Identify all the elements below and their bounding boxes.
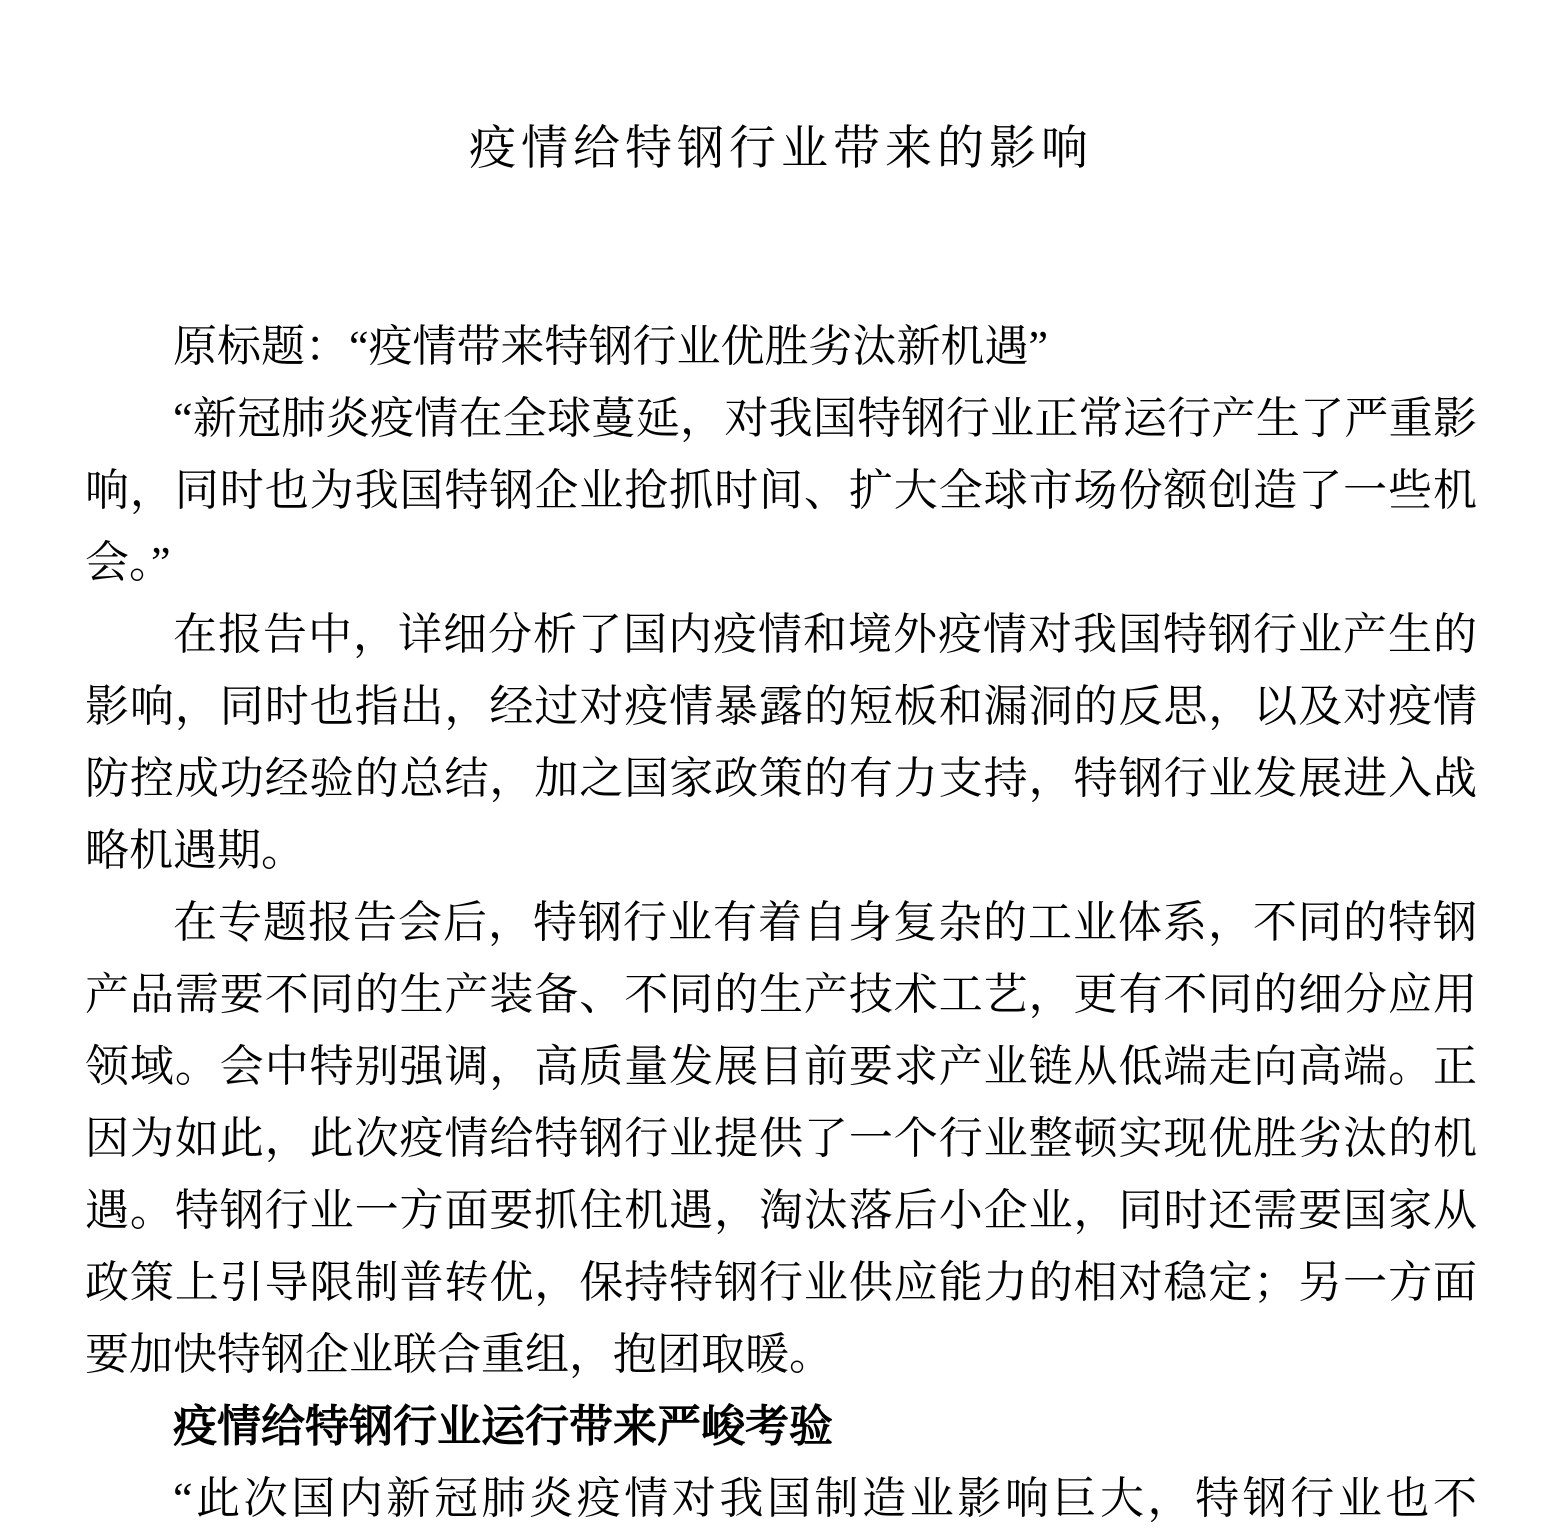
paragraph-quote: “新冠肺炎疫情在全球蔓延，对我国特钢行业正常运行产生了严重影响，同时也为我国特钢企业抢抓时间、扩大全球市场份额创造了一些机会。”: [85, 394, 1477, 587]
document-title: 疫情给特钢行业带来的影响: [469, 123, 1093, 175]
paragraph-report-analysis: 在报告中，详细分析了国内疫情和境外疫情对我国特钢行业产生的影响，同时也指出，经过对疫情暴露的短板和漏洞的反思，以及对疫情防控成功经验的总结，加之国家政策的有力支持，特钢行业发展进入战略机遇期。: [85, 610, 1477, 875]
paragraph-industry-system: 在专题报告会后，特钢行业有着自身复杂的工业体系，不同的特钢产品需要不同的生产装备、不同的生产技术工艺，更有不同的细分应用领域。会中特别强调，高质量发展目前要求产业链从低端走向高端。正因为如此，此次疫情给特钢行业提供了一个行业整顿实现优胜劣汰的机遇。特钢行业一方面要抓住机遇，淘汰落后小企业，同时还需要国家从政策上引导限制普转优，保持特钢行业供应能力的相对稳定；另一方面要加快特钢企业联合重组，抱团取暖。: [85, 898, 1477, 1379]
paragraph-original-title: 原标题：“疫情带来特钢行业优胜劣汰新机遇”: [173, 322, 1049, 371]
paragraph-truncated-last: “此次国内新冠肺炎疫情对我国制造业影响巨大，特钢行业也不: [173, 1474, 1477, 1523]
section-heading: 疫情给特钢行业运行带来严峻考验: [173, 1402, 833, 1451]
